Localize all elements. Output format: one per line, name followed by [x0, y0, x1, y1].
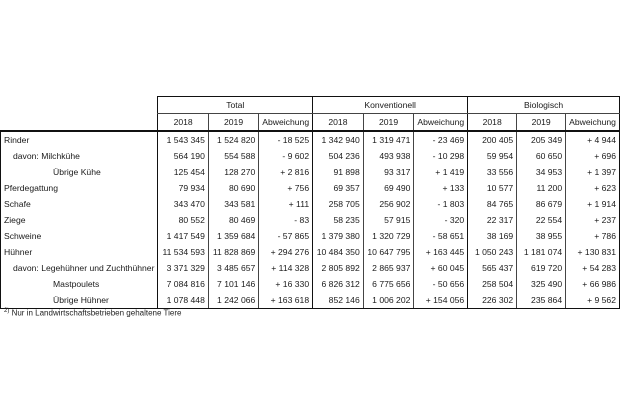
subheader-2018: 2018 — [468, 114, 517, 132]
table-row — [1, 276, 620, 292]
value-abweichung: + 623 — [566, 180, 620, 196]
value-2018: 258 504 — [468, 276, 517, 292]
row-label: Übrige Hühner — [1, 292, 158, 309]
value-2019: 256 902 — [363, 196, 414, 212]
value-2019: 619 720 — [517, 260, 566, 276]
subheader-abweichung: Abweichung — [414, 114, 468, 132]
group-header-konventionell: Konventionell — [313, 97, 468, 114]
group-header-biologisch: Biologisch — [468, 97, 620, 114]
row-label: davon: Milchkühe — [1, 148, 158, 164]
table-row — [1, 180, 620, 196]
row-label: Schweine — [1, 228, 158, 244]
value-2019: 493 938 — [363, 148, 414, 164]
value-abweichung: - 57 865 — [259, 228, 313, 244]
value-2018: 22 317 — [468, 212, 517, 228]
value-2019: 11 828 869 — [208, 244, 258, 260]
value-2019: 1 319 471 — [363, 131, 414, 148]
value-2019: 34 953 — [517, 164, 566, 180]
value-abweichung: + 163 618 — [259, 292, 313, 309]
row-label: Rinder — [1, 131, 158, 148]
value-2019: 128 270 — [208, 164, 258, 180]
value-2018: 69 357 — [313, 180, 364, 196]
value-2019: 38 955 — [517, 228, 566, 244]
value-2018: 1 379 380 — [313, 228, 364, 244]
row-label: Übrige Kühe — [1, 164, 158, 180]
value-2019: 1 359 684 — [208, 228, 258, 244]
value-abweichung: + 1 914 — [566, 196, 620, 212]
value-2018: 1 050 243 — [468, 244, 517, 260]
value-2019: 3 485 657 — [208, 260, 258, 276]
value-2018: 1 543 345 — [158, 131, 208, 148]
value-abweichung: + 1 419 — [414, 164, 468, 180]
value-2018: 125 454 — [158, 164, 208, 180]
row-label: Hühner — [1, 244, 158, 260]
subheader-blank — [1, 114, 158, 132]
value-2018: 11 534 593 — [158, 244, 208, 260]
subheader-2018: 2018 — [313, 114, 364, 132]
value-2019: 80 469 — [208, 212, 258, 228]
value-2019: 325 490 — [517, 276, 566, 292]
value-2018: 504 236 — [313, 148, 364, 164]
subheader-2019: 2019 — [517, 114, 566, 132]
value-abweichung: - 320 — [414, 212, 468, 228]
value-2018: 200 405 — [468, 131, 517, 148]
value-2019: 343 581 — [208, 196, 258, 212]
table-row — [1, 148, 620, 164]
value-2018: 2 805 892 — [313, 260, 364, 276]
value-abweichung: - 50 656 — [414, 276, 468, 292]
value-2018: 564 190 — [158, 148, 208, 164]
value-abweichung: + 54 283 — [566, 260, 620, 276]
value-2019: 554 588 — [208, 148, 258, 164]
value-2019: 235 864 — [517, 292, 566, 309]
value-abweichung: - 58 651 — [414, 228, 468, 244]
value-2019: 1 181 074 — [517, 244, 566, 260]
value-abweichung: + 60 045 — [414, 260, 468, 276]
value-2018: 6 826 312 — [313, 276, 364, 292]
livestock-table — [0, 96, 620, 309]
row-label: Pferdegattung — [1, 180, 158, 196]
table-row — [1, 131, 620, 148]
subheader-abweichung: Abweichung — [259, 114, 313, 132]
value-2018: 38 169 — [468, 228, 517, 244]
value-2018: 33 556 — [468, 164, 517, 180]
value-abweichung: + 114 328 — [259, 260, 313, 276]
value-2019: 6 775 656 — [363, 276, 414, 292]
footnote-marker: 2) — [4, 308, 10, 314]
value-2019: 2 865 937 — [363, 260, 414, 276]
value-2018: 852 146 — [313, 292, 364, 309]
value-abweichung: - 9 602 — [259, 148, 313, 164]
value-abweichung: + 696 — [566, 148, 620, 164]
group-header-row — [1, 97, 620, 114]
subheader-2019: 2019 — [208, 114, 258, 132]
value-abweichung: + 163 445 — [414, 244, 468, 260]
value-2018: 7 084 816 — [158, 276, 208, 292]
value-2018: 10 577 — [468, 180, 517, 196]
value-abweichung: - 83 — [259, 212, 313, 228]
value-2019: 205 349 — [517, 131, 566, 148]
row-label: Schafe — [1, 196, 158, 212]
value-2019: 57 915 — [363, 212, 414, 228]
value-2019: 1 242 066 — [208, 292, 258, 309]
value-2019: 86 679 — [517, 196, 566, 212]
value-2018: 59 954 — [468, 148, 517, 164]
value-abweichung: + 237 — [566, 212, 620, 228]
row-label: Ziege — [1, 212, 158, 228]
value-2019: 1 320 729 — [363, 228, 414, 244]
value-2019: 1 006 202 — [363, 292, 414, 309]
value-abweichung: + 130 831 — [566, 244, 620, 260]
table-row — [1, 260, 620, 276]
value-abweichung: - 10 298 — [414, 148, 468, 164]
value-abweichung: + 2 816 — [259, 164, 313, 180]
value-2019: 10 647 795 — [363, 244, 414, 260]
value-abweichung: + 9 562 — [566, 292, 620, 309]
table-row — [1, 228, 620, 244]
value-abweichung: + 786 — [566, 228, 620, 244]
value-2018: 58 235 — [313, 212, 364, 228]
value-abweichung: - 23 469 — [414, 131, 468, 148]
value-2019: 93 317 — [363, 164, 414, 180]
value-2018: 1 417 549 — [158, 228, 208, 244]
header-blank — [1, 97, 158, 114]
value-2018: 1 342 940 — [313, 131, 364, 148]
value-abweichung: + 1 397 — [566, 164, 620, 180]
table-row — [1, 292, 620, 309]
value-2018: 226 302 — [468, 292, 517, 309]
subheader-2018: 2018 — [158, 114, 208, 132]
value-2018: 1 078 448 — [158, 292, 208, 309]
value-2018: 10 484 350 — [313, 244, 364, 260]
value-abweichung: - 1 803 — [414, 196, 468, 212]
value-2018: 84 765 — [468, 196, 517, 212]
table-row — [1, 212, 620, 228]
value-2019: 1 524 820 — [208, 131, 258, 148]
value-2018: 343 470 — [158, 196, 208, 212]
footnote — [4, 308, 181, 318]
value-abweichung: + 133 — [414, 180, 468, 196]
subheader-row — [1, 114, 620, 132]
value-2019: 60 650 — [517, 148, 566, 164]
table-body — [1, 131, 620, 309]
value-2018: 80 552 — [158, 212, 208, 228]
value-abweichung: + 756 — [259, 180, 313, 196]
group-header-total: Total — [158, 97, 313, 114]
footnote-text: Nur in Landwirtschaftsbetrieben gehaltene Tiere — [11, 308, 182, 318]
table-row — [1, 196, 620, 212]
subheader-abweichung: Abweichung — [566, 114, 620, 132]
value-abweichung: + 111 — [259, 196, 313, 212]
value-abweichung: + 294 276 — [259, 244, 313, 260]
value-2019: 11 200 — [517, 180, 566, 196]
value-2018: 565 437 — [468, 260, 517, 276]
value-abweichung: + 154 056 — [414, 292, 468, 309]
value-abweichung: + 4 944 — [566, 131, 620, 148]
table-row — [1, 244, 620, 260]
value-abweichung: + 66 986 — [566, 276, 620, 292]
value-2018: 79 934 — [158, 180, 208, 196]
subheader-2019: 2019 — [363, 114, 414, 132]
value-2018: 258 705 — [313, 196, 364, 212]
value-abweichung: + 16 330 — [259, 276, 313, 292]
row-label: Mastpoulets — [1, 276, 158, 292]
value-2018: 91 898 — [313, 164, 364, 180]
row-label: davon: Legehühner und Zuchthühner — [1, 260, 158, 276]
value-2019: 22 554 — [517, 212, 566, 228]
value-2019: 80 690 — [208, 180, 258, 196]
value-2019: 69 490 — [363, 180, 414, 196]
table-row — [1, 164, 620, 180]
value-2018: 3 371 329 — [158, 260, 208, 276]
value-2019: 7 101 146 — [208, 276, 258, 292]
value-abweichung: - 18 525 — [259, 131, 313, 148]
